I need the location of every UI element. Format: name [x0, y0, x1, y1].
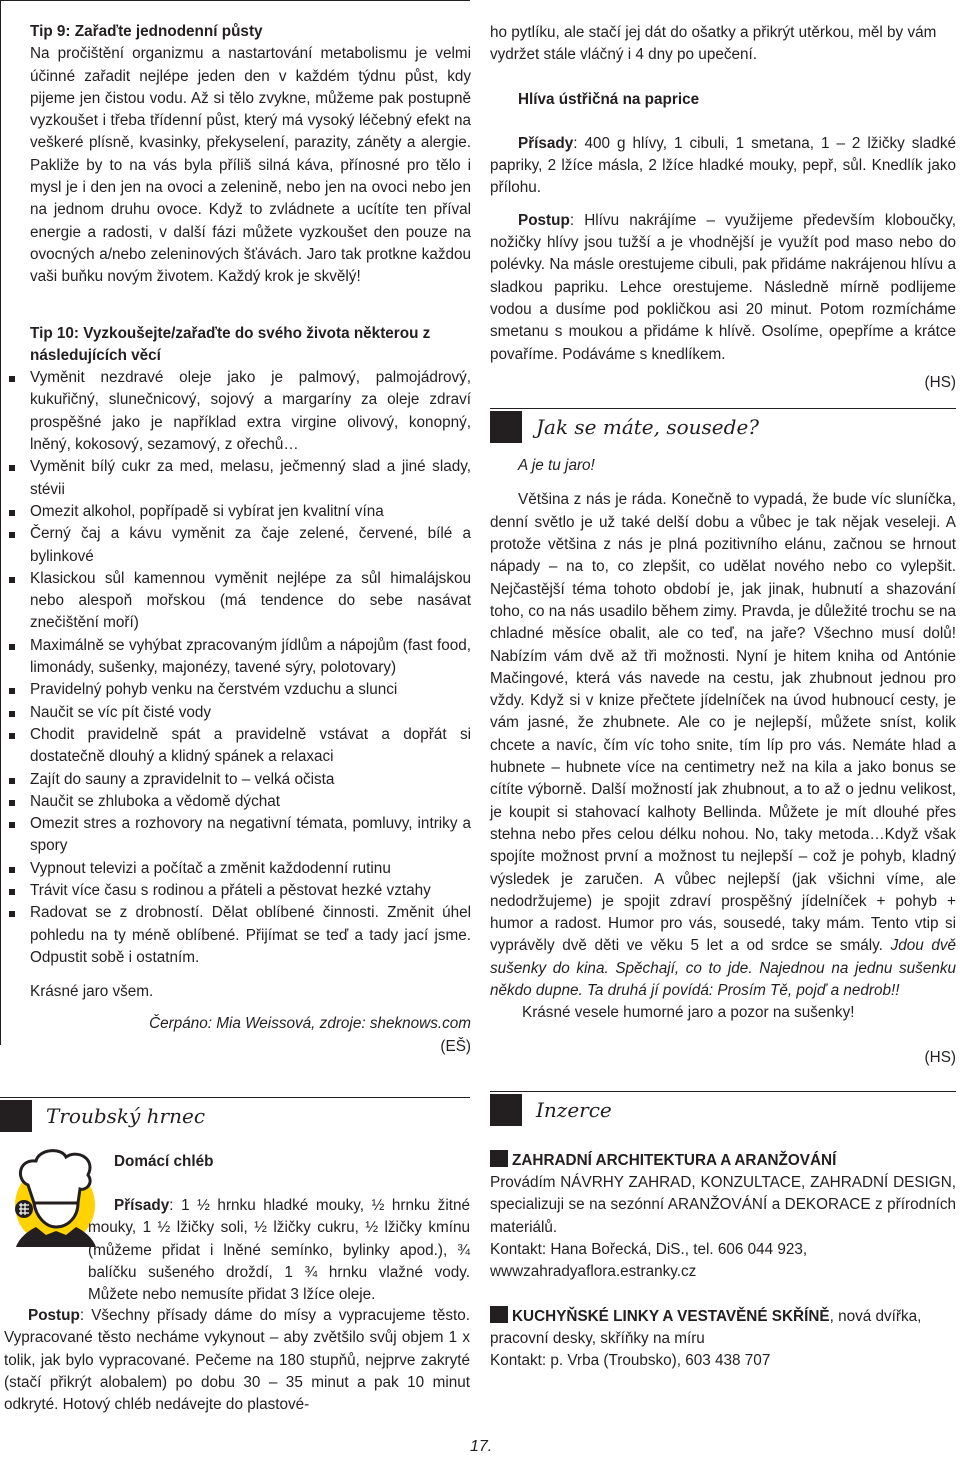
ad2: KUCHYŇSKÉ LINKY A VESTAVĚNÉ SKŘÍNĚ, nová dvířka, pracovní desky, skříňky na míru: [490, 1307, 922, 1347]
list-item: Naučit se zhluboka a vědomě dýchat: [30, 791, 471, 813]
tip10-closing: Krásné jaro všem.: [30, 983, 154, 1001]
tip10-title: Tip 10: Vyzkoušejte/zařaďte do svého života některou z následujících věcí: [30, 324, 431, 364]
tip9-text: Na pročištění organizmu a nastartování metabolismu je velmi účinné zařadit nejlépe jeden den v každém týdnu půst, kdy pijeme jen čistou vodu. Až si tělo zvykne, můžeme pak postupně vyzkoušet i třeba třídenní půst, který má vysoký léčebný efekt na veškeré plísně, kvasinky, překyselení, parazity, záněty a alergie. Pakliže by to na vás byla příliš silná káva, přínosné pro tělo i mysl je i den jen na ovoci a zelenině, nebo jen na ovoci nebo jen na jednom druhu ovoce. Když to zvládnete a ucítíte ten příval energie a radosti, v další fázi můžete vyzkoušet den pouze na ovocných a/nebo zeleninových šťávách. Jaro tak protkne každou vaši buňku novým životem. Každý krok je skvělý!: [30, 45, 471, 286]
ad1-text: Provádím NÁVRHY ZAHRAD, KONZULTACE, ZAHRADNÍ DESIGN, specializuji se na sezónní ARANŽOVÁNÍ a DEKORACE z přírodních materiálů.: [490, 1174, 956, 1236]
list-item: Omezit alkohol, popřípadě si vybírat jen kvalitní vína: [30, 501, 471, 523]
recipe1-body: [4, 1195, 470, 1306]
list-item: Naučit se víc pít čisté vody: [30, 702, 471, 724]
list-item: Trávit více času s rodinou a přáteli a pěstovat hezké vztahy: [30, 880, 471, 902]
section-square-icon: [490, 411, 522, 443]
tip10-source: Čerpáno: Mia Weissová, zdroje: sheknows.com: [149, 1015, 471, 1033]
inzerce-header: [490, 1091, 956, 1126]
list-item: Vypnout televizi a počítač a změnit každodenní rutinu: [30, 858, 471, 880]
ad-square-icon: [490, 1150, 508, 1167]
ad-square-icon: [490, 1306, 508, 1323]
list-item: Radovat se z drobností. Dělat oblíbené činnosti. Změnit úhel pohledu na ty méně oblíbené. Přijímat se teď a tady jací jsme. Odpustit sobě i ostatním.: [30, 902, 471, 969]
recipe1-title: Domácí chléb: [114, 1153, 214, 1170]
recipe2-ingredients: Přísady: 400 g hlívy, 1 cibuli, 1 smetana, 1 – 2 lžičky sladké papriky, 2 lžíce másla, 2 lžíce hladké mouky, pepř, sůl. Knedlík jako přílohu.: [490, 134, 956, 197]
tip10-initials: (EŠ): [440, 1037, 471, 1055]
list-item: Maximálně se vyhýbat zpracovaným jídlům a nápojům (fast food, limonády, sušenky, majonézy, tavené sýry, polotovary): [30, 635, 471, 680]
tips-box: [0, 0, 471, 1055]
section-square-icon: [490, 1094, 522, 1126]
ad1-contact: Kontakt: Hana Bořecká, DiS., tel. 606 044 923, wwwzahradyaflora.estranky.cz: [490, 1241, 808, 1281]
recipe1-procedure-end: ho pytlíku, ale stačí jej dát do ošatky a přikrýt utěrkou, měl by vám vydržet stále vláčný i 4 dny po upečení.: [490, 24, 937, 64]
troubsky-header: [0, 1097, 470, 1132]
list-item: Vyměnit bílý cukr za med, melasu, ječmenný slad a jiné slady, stévii: [30, 456, 471, 501]
jak-title: Jak se máte, sousede?: [536, 415, 759, 440]
tip10-list: [30, 367, 471, 969]
list-item: Pravidelný pohyb venku na čerstvém vzduchu a slunci: [30, 679, 471, 701]
list-item: Chodit pravidelně spát a pravidelně vstávat a dopřát si dostatečně dlouhý a klidný spánek a relaxaci: [30, 724, 471, 769]
ad2-contact: Kontakt: p. Vrba (Troubsko), 603 438 707: [490, 1352, 771, 1370]
recipe1-procedure: Postup: Všechny přísady dáme do mísy a vypracujeme těsto. Vypracované těsto necháme vykynout – aby zvětšilo svůj objem 1 x tolik, jak bylo vypracované. Pečeme na 180 stupňů, nejprve zakryté (stačí přikrýt alobalem) po dobu 30 – 35 minut a pak 10 minut odkryté. Hotový chléb nedávejte do plastové-: [4, 1307, 470, 1414]
right-column: [490, 22, 956, 1373]
recipe2-initials: (HS): [924, 373, 956, 391]
list-item: Omezit stres a rozhovory na negativní témata, pomluvy, intriky a spory: [30, 813, 471, 858]
ad1-title: ZAHRADNÍ ARCHITEKTURA A ARANŽOVÁNÍ: [490, 1150, 956, 1172]
recipe2-title: Hlíva ústřičná na paprice: [518, 90, 700, 108]
troubsky-section: [0, 1097, 470, 1170]
inzerce-title: Inzerce: [536, 1097, 612, 1122]
section-square-icon: [0, 1100, 32, 1132]
list-item: Klasickou sůl kamennou vyměnit nejlépe za sůl himalájskou nebo alespoň mořskou (má tendence do sebe nasávat znečištění moří): [30, 568, 471, 635]
troubsky-title: Troubský hrnec: [46, 1104, 206, 1128]
tip9-title: Tip 9: Zařaďte jednodenní půsty: [30, 23, 263, 40]
jak-closing: Krásné vesele humorné jaro a pozor na sušenky!: [522, 1004, 855, 1022]
list-item: Vyměnit nezdravé oleje jako je palmový, palmojádrový, kukuřičný, slunečnicový, sojový a margaríny za oleje zdraví prospěšné jako je například extra virgine olivový, konopný, lněný, kokosový, sezamový, z ořechů…: [30, 367, 471, 456]
jak-header: [490, 408, 956, 443]
jak-text: Většina z nás je ráda. Konečně to vypadá, že bude víc sluníčka, denní světlo je už také delší dobu a vůbec je tak nějak veseleji. A protože většina z nás je plná pozitivního elánu, začnou se hrnout nápady – na to, co zlepšit, co udělat nového nebo co vylepšit. Nejčastější téma tohoto období je, jak jinak, hubnutí a shazování toho, co na nás usadilo během zimy. Pravda, je důležité trochu se na chladné měsíce obalit, ale co teď, na jaře? Všechno musí dolů! Nabízím vám dvě až tři možnosti. Nyní je hitem kniha od Antónie Mačingové, která vás navede na cestu, jak zhubnout jednou pro vždy. Když si v knize přečtete jídelníček na úvod hubnoucí cesty, je vám jasné, že zhubnete. Ale co je nejlepší, můžete sníst, kolik chcete a navíc, čím víc toho snite, tím líp pro vás. Nemáte hlad a hubnete – hubnete více na centimetry než na kila a jako bonus se cítíte výborně. Další možností jak zhubnout, a to až o jednu velikost, je koupit si stahovací kalhoty Bellinda. Můžete je mít dlouhé přes stehna nebo přes celou délku nohou. No, taky metoda…Když však spojíte možnost první a možnost tu nejlepší – což je pohyb, kladný výsledek je zaručen. A vůbec nejlepší (jak všichni víme, ale nedodržujeme) je spojit zdraví prospěšný jídelníček + pohyb + humor a radost. Humor pro vás, sousedé, taky mám. Tento vtip si vyprávěly dvě děti ve věku 5 let a od srdce se smály. Jdou dvě sušenky do kina. Spěchají, co to jde. Najednou na jednu sušenku někdo dupne. Ta druhá jí povídá: Prosím Tě, pojď a nedrob!!: [490, 491, 957, 999]
recipe1-ingredients: Přísady: 1 ½ hrnku hladké mouky, ½ hrnku žitné mouky, 1 ½ lžičky soli, ½ lžičky cukru, ½ lžičky kmínu (můžeme přidat i lněné semínko, bylinky apod.), ¾ balíčku sušeného droždí, 1 ¾ hrnku vlažné vody. Můžete nebo nemusíte přidat 3 lžíce oleje.: [88, 1197, 470, 1304]
jak-subtitle: A je tu jaro!: [518, 457, 595, 475]
page-number: 17.: [470, 1438, 493, 1455]
jak-initials: (HS): [924, 1048, 956, 1066]
list-item: Černý čaj a kávu vyměnit za čaje zelené, červené, bílé a bylinkové: [30, 523, 471, 568]
recipe2-procedure: Postup: Hlívu nakrájíme – využijeme především kloboučky, nožičky hlívy jsou tužší a je vhodnější je využít pod maso nebo do polévky. Na másle orestujeme cibuli, pak přidáme nakrájenou hlívu a sladkou papriku. Lehce orestujeme. Následně mírně podlijeme vodou a dusíme pod pokličkou asi 20 minut. Potom rozmícháme smetanu s moukou a přidáme k hlívě. Osolíme, opepříme a krátce povaříme. Podáváme s knedlíkem.: [490, 211, 956, 363]
list-item: Zajít do sauny a zpravidelnit to – velká očista: [30, 769, 471, 791]
